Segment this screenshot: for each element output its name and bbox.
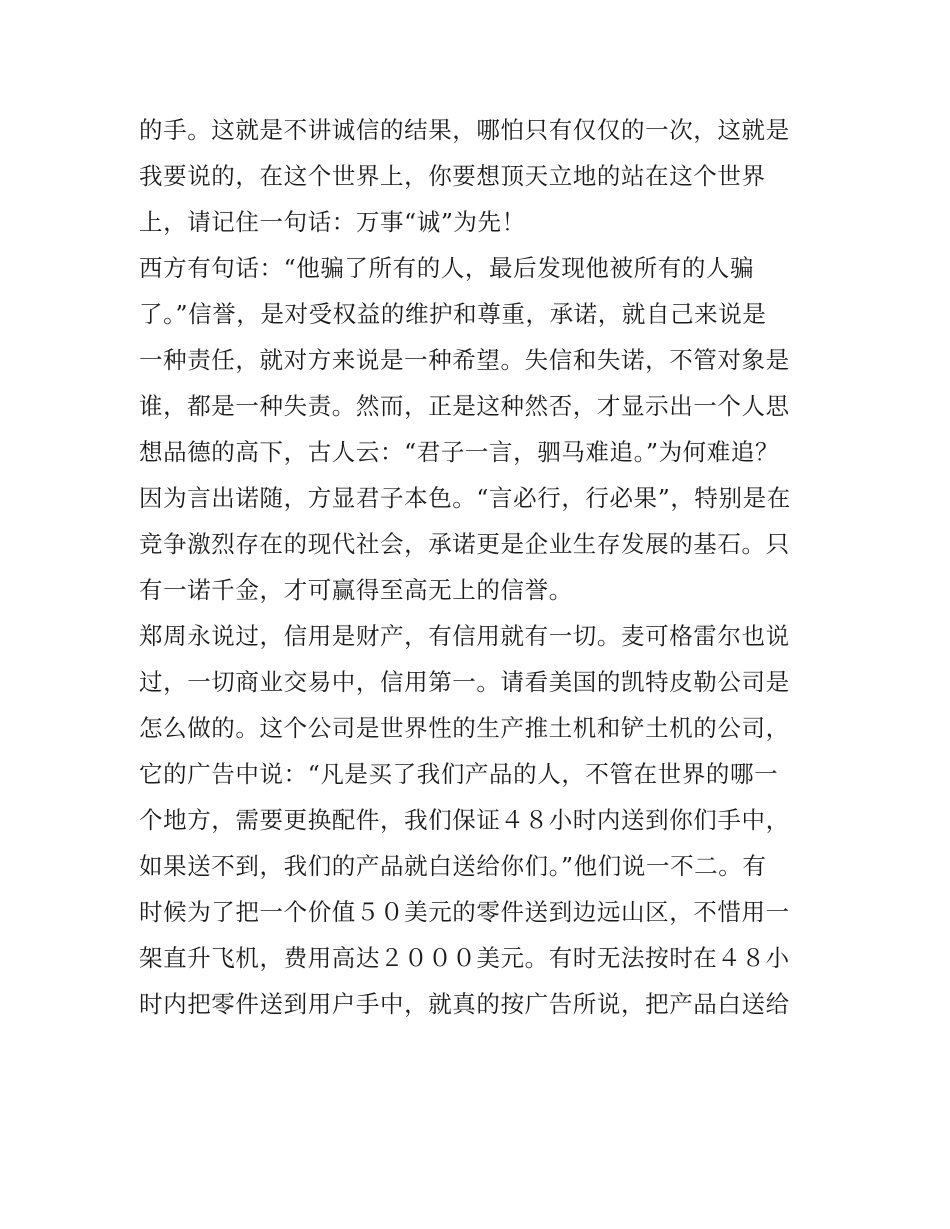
document-body [139, 107, 819, 1027]
text-line: 它的广告中说：“凡是买了我们产品的人，不管在世界的哪一 [139, 760, 779, 788]
text-line: 了。”信誉，是对受权益的维护和尊重，承诺，就自己来说是 [139, 300, 767, 328]
text-line: 架直升飞机，费用高达２０００美元。有时无法按时在４８小 [139, 944, 790, 972]
text-line: 谁，都是一种失责。然而，正是这种然否，才显示出一个人思 [139, 392, 790, 420]
text-line: 竞争激烈存在的现代社会，承诺更是企业生存发展的基石。只 [139, 530, 790, 558]
text-line: 时候为了把一个价值５０美元的零件送到边远山区，不惜用一 [139, 898, 790, 926]
text-line: 西方有句话：“他骗了所有的人，最后发现他被所有的人骗 [139, 254, 755, 282]
text-line: 一种责任，就对方来说是一种希望。失信和失诺，不管对象是 [139, 346, 790, 374]
text-line: 过，一切商业交易中，信用第一。请看美国的凯特皮勒公司是 [139, 668, 790, 696]
text-line: 上，请记住一句话：万事“诚”为先！ [139, 208, 526, 236]
text-line: 的手。这就是不讲诚信的结果，哪怕只有仅仅的一次，这就是 [139, 116, 790, 144]
text-line: 郑周永说过，信用是财产，有信用就有一切。麦可格雷尔也说 [139, 622, 790, 650]
text-line: 个地方，需要更换配件，我们保证４８小时内送到你们手中， [139, 806, 790, 834]
text-line: 我要说的，在这个世界上，你要想顶天立地的站在这个世界 [139, 162, 766, 190]
text-line: 时内把零件送到用户手中，就真的按广告所说，把产品白送给 [139, 990, 790, 1018]
text-line: 有一诺千金，才可赢得至高无上的信誉。 [139, 576, 573, 604]
text-line: 因为言出诺随，方显君子本色。“言必行，行必果”，特别是在 [139, 484, 791, 512]
text-line: 想品德的高下，古人云：“君子一言，驷马难追。”为何难追？ [139, 438, 780, 466]
text-line: 如果送不到，我们的产品就白送给你们。”他们说一不二。有 [139, 852, 767, 880]
text-line: 怎么做的。这个公司是世界性的生产推土机和铲土机的公司， [139, 714, 790, 742]
